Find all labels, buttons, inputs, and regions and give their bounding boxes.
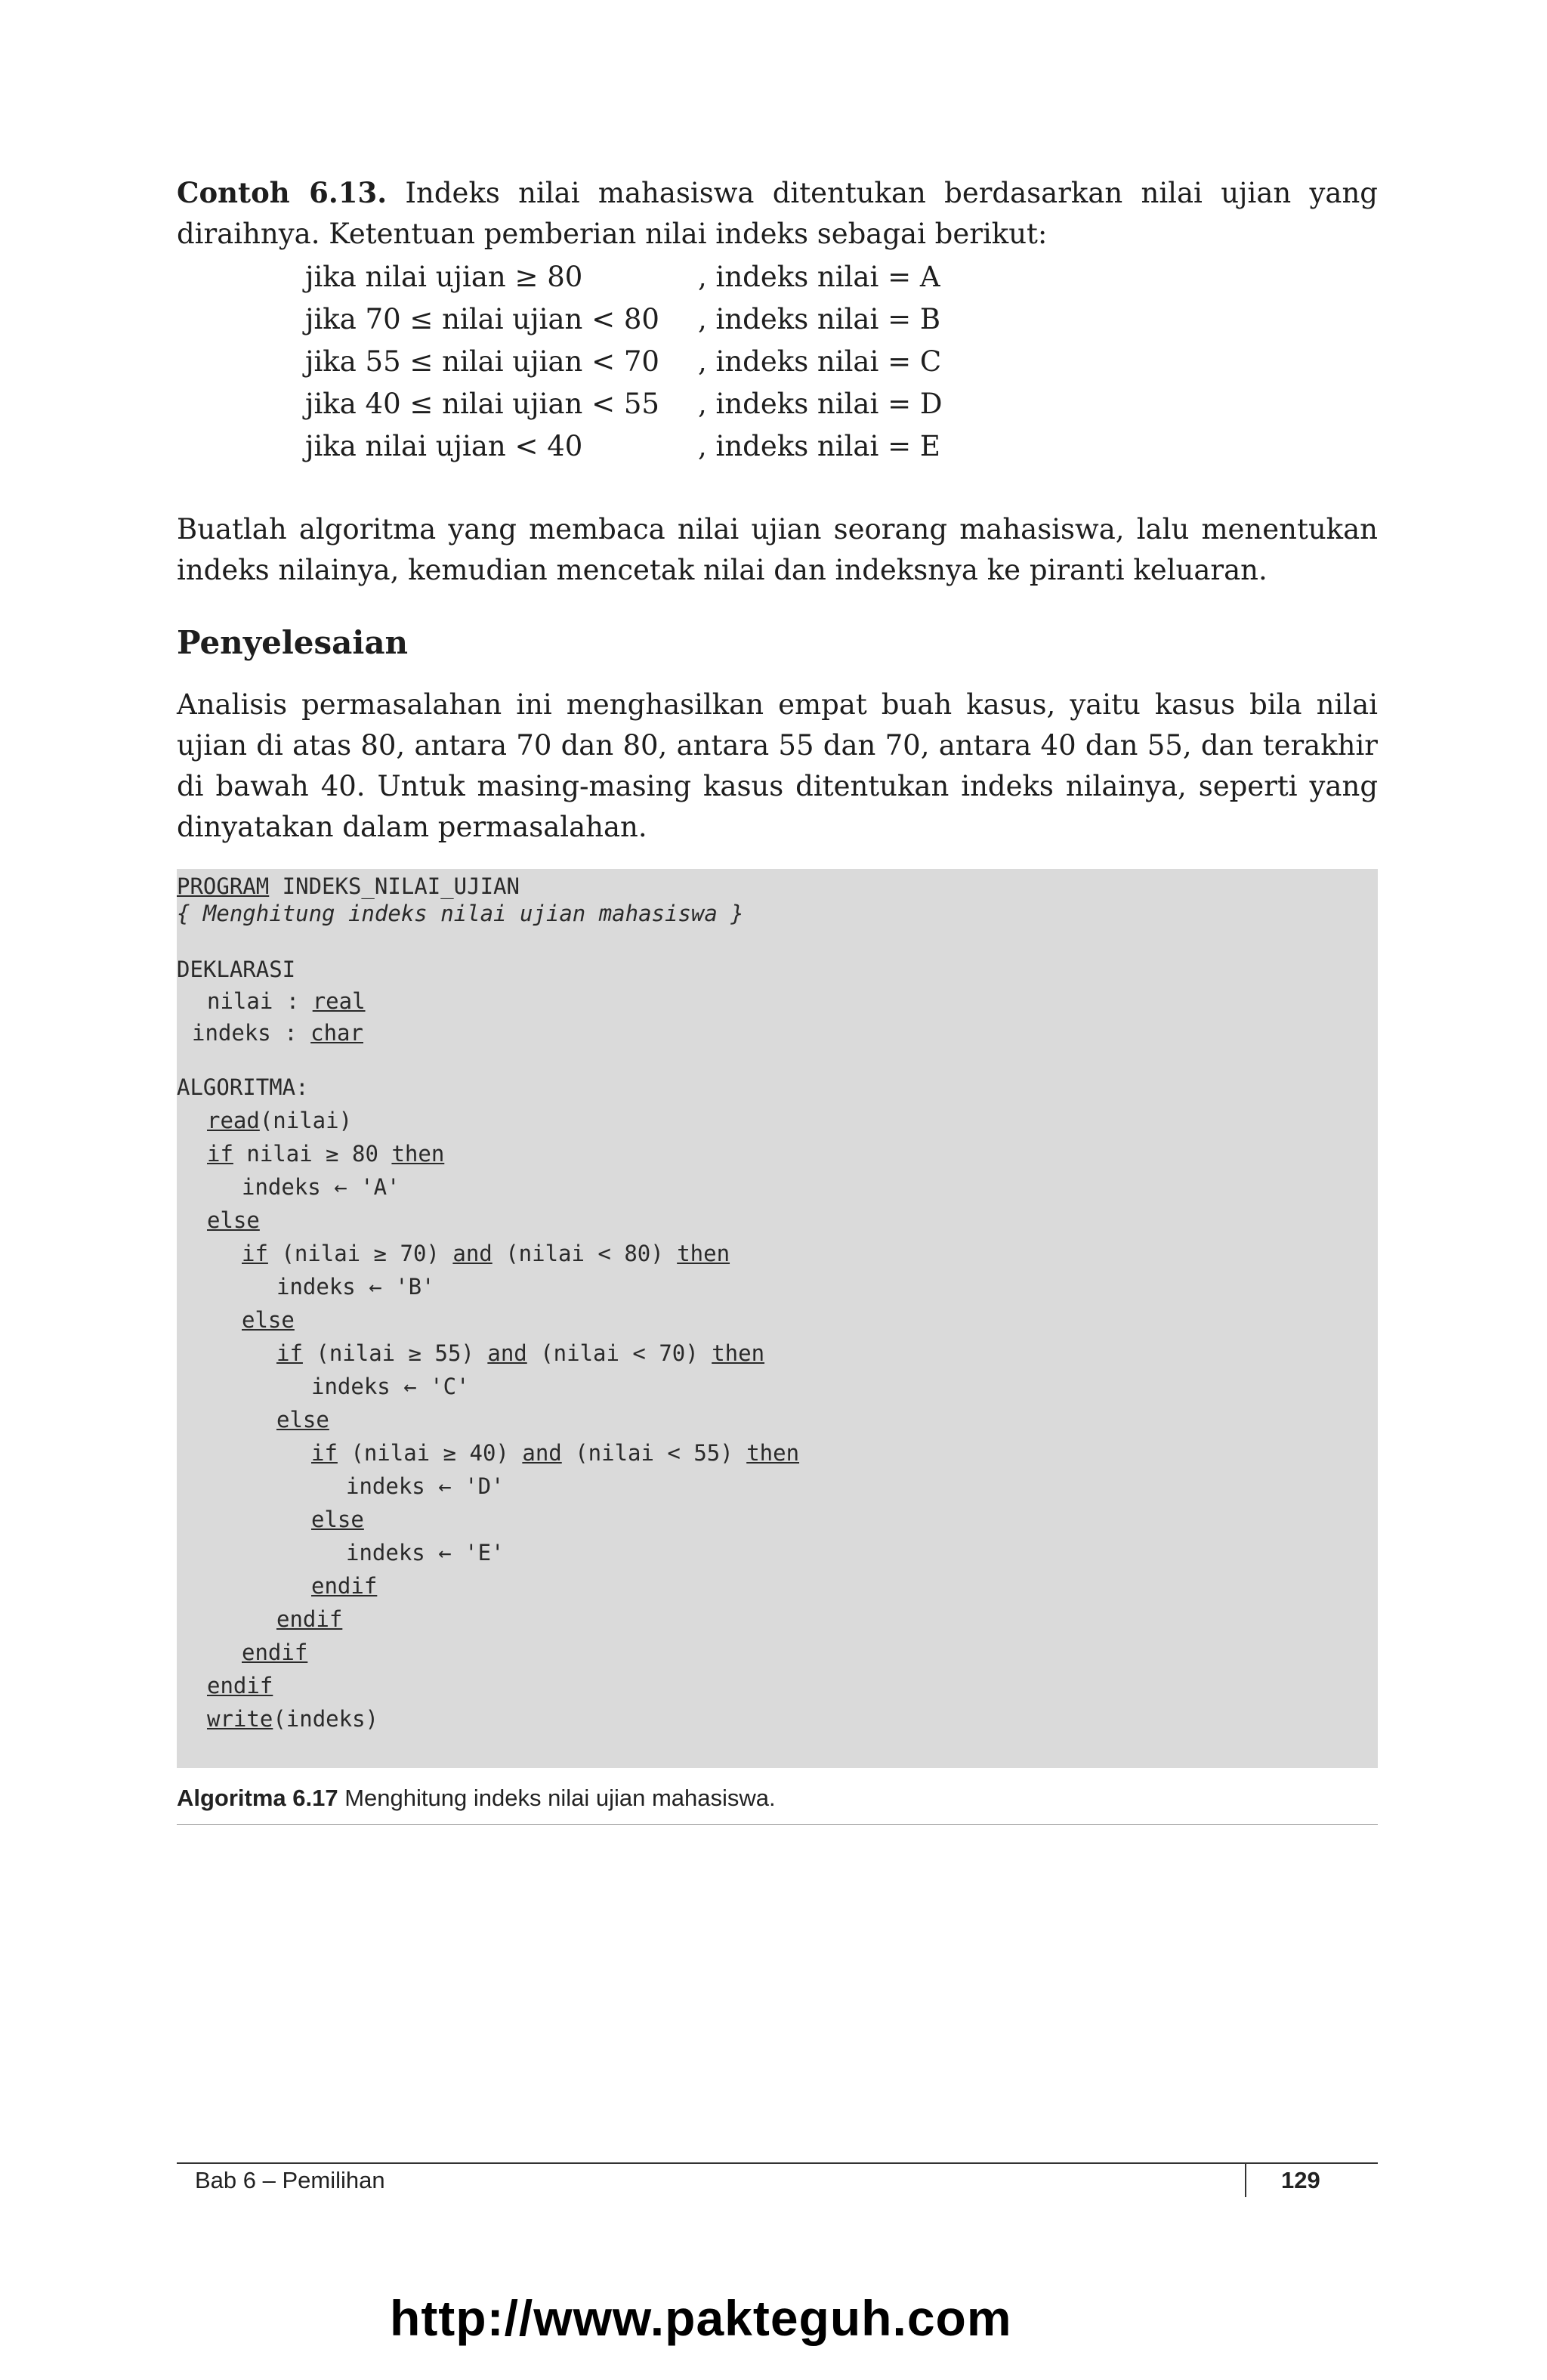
code-endif-2: endif <box>242 1640 308 1665</box>
code-algoritma: ALGORITMA: <box>177 1074 309 1100</box>
code-endif-1: endif <box>207 1673 273 1698</box>
code-endif-4: endif <box>311 1573 378 1599</box>
code-else-4: else <box>311 1507 364 1532</box>
code-if-4: if (nilai ≥ 40) and (nilai < 55) then <box>311 1440 800 1466</box>
footer-page-number: 129 <box>1281 2167 1320 2193</box>
example-text: Indeks nilai mahasiswa ditentukan berdasarkan nilai ujian yang diraihnya. Ketentuan pemberian nilai indeks sebagai berikut: <box>177 177 1378 250</box>
task-paragraph: Buatlah algoritma yang membaca nilai ujian seorang mahasiswa, lalu menentukan indeks nilainya, kemudian mencetak nilai dan indeksnya ke piranti keluaran. <box>177 513 1378 586</box>
example-paragraph <box>177 172 1378 255</box>
example-label: Contoh 6.13. <box>177 176 388 209</box>
code-var-nilai: nilai : real <box>207 988 366 1014</box>
code-assign-b: indeks ← 'B' <box>276 1274 435 1300</box>
code-program-line: PROGRAM INDEKS_NILAI_UJIAN <box>177 873 520 899</box>
code-assign-d: indeks ← 'D' <box>346 1473 505 1499</box>
code-assign-a: indeks ← 'A' <box>242 1174 400 1200</box>
solution-paragraph: Analisis permasalahan ini menghasilkan empat buah kasus, yaitu kasus bila nilai ujian di atas 80, antara 70 dan 80, antara 55 dan 70, antara 40 dan 55, dan terakhir di bawah 40. Untuk masing-masing kasus ditentukan indeks nilainya, seperti yang dinyatakan dalam permasalahan. <box>177 688 1378 843</box>
caption-label: Algoritma 6.17 <box>177 1785 338 1811</box>
footer-page-separator <box>1245 2162 1246 2197</box>
algorithm-caption <box>177 1785 776 1812</box>
code-read: read(nilai) <box>207 1108 353 1133</box>
code-else-1: else <box>207 1207 260 1233</box>
rules-list: jika nilai ujian ≥ 80 , indeks nilai = A jika 70 ≤ nilai ujian < 80 , indeks nilai = B jika 55 ≤ nilai ujian < 70 , indeks nilai = C jika 40 ≤ nilai ujian < 55 , indeks nilai = D jika nilai ujian < 40 , indeks nilai = E <box>305 261 943 462</box>
caption-divider <box>177 1824 1378 1825</box>
code-if-1: if nilai ≥ 80 then <box>207 1141 445 1167</box>
code-comment: { Menghitung indeks nilai ujian mahasiswa } <box>177 901 744 926</box>
code-write: write(indeks) <box>207 1706 378 1732</box>
algorithm-code-block <box>177 869 1378 1768</box>
code-if-2: if (nilai ≥ 70) and (nilai < 80) then <box>242 1241 730 1266</box>
code-else-2: else <box>242 1307 295 1333</box>
code-var-indeks: indeks : char <box>192 1020 363 1046</box>
solution-heading: Penyelesaian <box>177 624 409 661</box>
code-endif-3: endif <box>276 1606 343 1632</box>
code-if-3: if (nilai ≥ 55) and (nilai < 70) then <box>276 1340 765 1366</box>
code-assign-e: indeks ← 'E' <box>346 1540 505 1566</box>
footer-rule <box>177 2162 1378 2164</box>
code-else-3: else <box>276 1407 329 1433</box>
code-deklarasi: DEKLARASI <box>177 957 296 982</box>
caption-text: Menghitung indeks nilai ujian mahasiswa. <box>338 1785 776 1811</box>
watermark-url: http://www.pakteguh.com <box>390 2290 1012 2346</box>
code-assign-c: indeks ← 'C' <box>311 1374 470 1399</box>
footer-chapter: Bab 6 – Pemilihan <box>195 2167 385 2193</box>
